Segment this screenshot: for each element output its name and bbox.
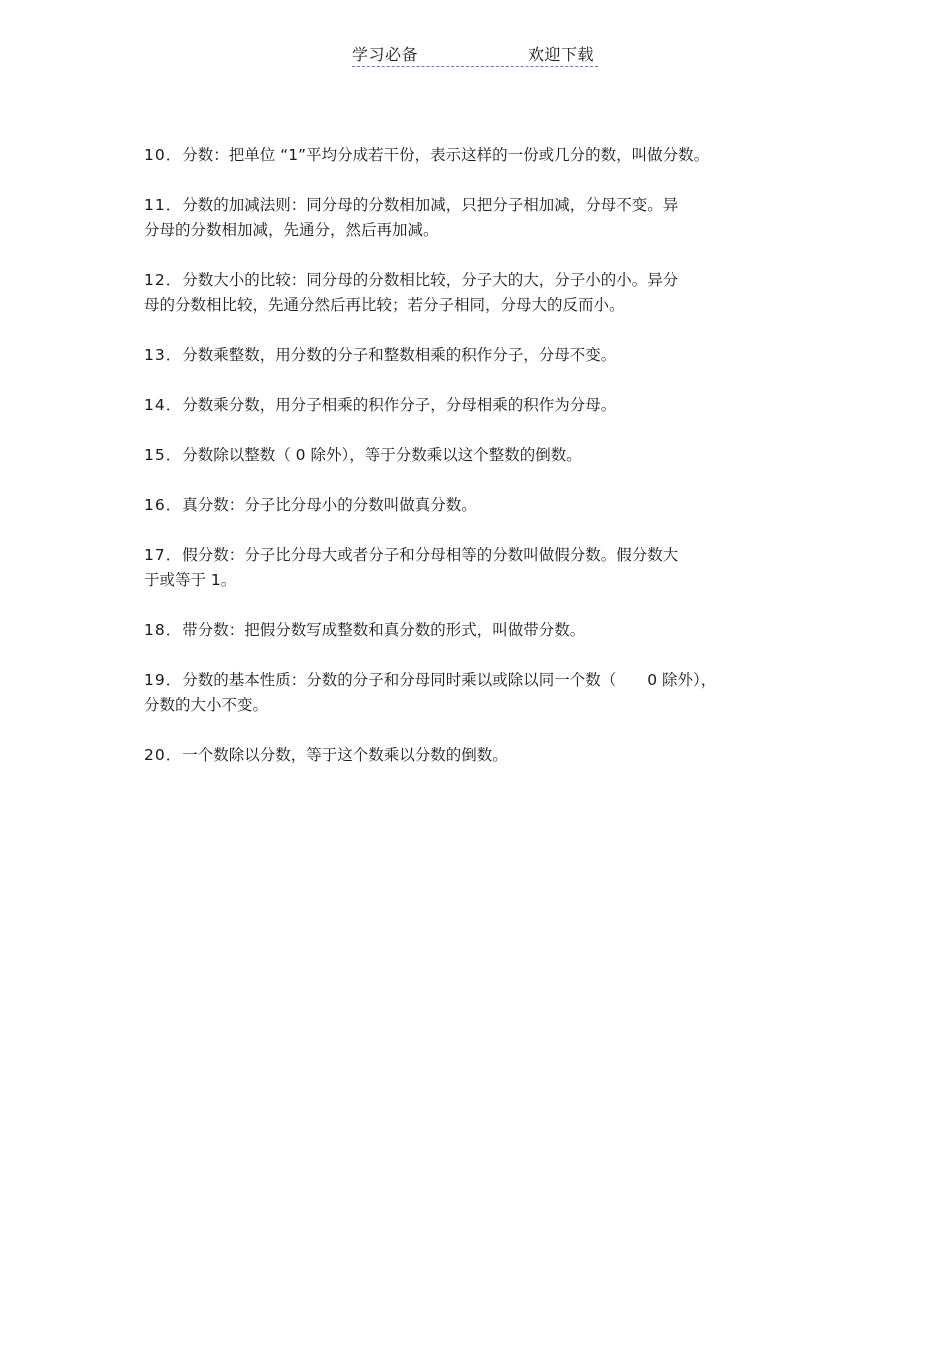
list-item [144, 493, 804, 518]
item-line [144, 493, 804, 518]
item-line [144, 268, 804, 293]
item-text: 分数除以整数（ 0 除外），等于分数乘以这个整数的倒数。 [182, 446, 582, 464]
item-number: 16． [144, 496, 183, 514]
item-line [144, 743, 804, 768]
list-item [144, 443, 804, 468]
item-text-continued: 母的分数相比较，先通分然后再比较；若分子相同，分母大的反而小。 [144, 296, 625, 314]
list-item [144, 618, 804, 643]
item-number: 14． [144, 396, 183, 414]
item-text: 一个数除以分数，等于这个数乘以分数的倒数。 [182, 746, 508, 764]
item-text: 分数：把单位 “1”平均分成若干份，表示这样的一份或几分的数，叫做分数。 [182, 146, 710, 164]
item-text: 带分数：把假分数写成整数和真分数的形式，叫做带分数。 [182, 621, 586, 639]
item-text: 假分数：分子比分母大或者分子和分母相等的分数叫做假分数。假分数大 [182, 546, 679, 564]
list-item [144, 668, 804, 718]
page-header [352, 40, 598, 67]
list-item [144, 343, 804, 368]
header-left-text: 学习必备 [352, 45, 419, 64]
item-text-continued: 分数的大小不变。 [144, 696, 269, 714]
item-line [144, 193, 804, 218]
list-item [144, 743, 804, 768]
item-line [144, 543, 804, 568]
item-text: 分数乘整数，用分数的分子和整数相乘的积作分子，分母不变。 [182, 346, 617, 364]
item-text: 分数大小的比较：同分母的分数相比较，分子大的大，分子小的小。异分 [182, 271, 679, 289]
list-item [144, 543, 804, 593]
item-text: 分数的加减法则：同分母的分数相加减，只把分子相加减，分母不变。异 [182, 196, 679, 214]
item-number: 18． [144, 621, 183, 639]
item-line [144, 443, 804, 468]
list-item [144, 393, 804, 418]
item-line [144, 343, 804, 368]
item-line [144, 618, 804, 643]
item-text-continued: 分母的分数相加减，先通分，然后再加减。 [144, 221, 439, 239]
definition-list [144, 143, 804, 793]
item-number: 12． [144, 271, 183, 289]
item-number: 20． [144, 746, 183, 764]
list-item [144, 143, 804, 168]
item-text: 真分数：分子比分母小的分数叫做真分数。 [182, 496, 477, 514]
item-number: 10． [144, 146, 183, 164]
list-item [144, 268, 804, 318]
item-number: 15． [144, 446, 183, 464]
item-text: 分数乘分数，用分子相乘的积作分子，分母相乘的积作为分母。 [182, 396, 617, 414]
item-number: 19． [144, 671, 183, 689]
item-line [144, 393, 804, 418]
item-text-continued: 于或等于 1。 [144, 571, 237, 589]
item-number: 13． [144, 346, 183, 364]
header-right-text: 欢迎下载 [527, 45, 594, 64]
list-item [144, 193, 804, 243]
item-number: 11． [144, 196, 183, 214]
item-line [144, 143, 804, 168]
item-text: 分数的基本性质：分数的分子和分母同时乘以或除以同一个数（ 0 除外）， [182, 671, 717, 689]
item-line [144, 668, 804, 693]
item-number: 17． [144, 546, 183, 564]
